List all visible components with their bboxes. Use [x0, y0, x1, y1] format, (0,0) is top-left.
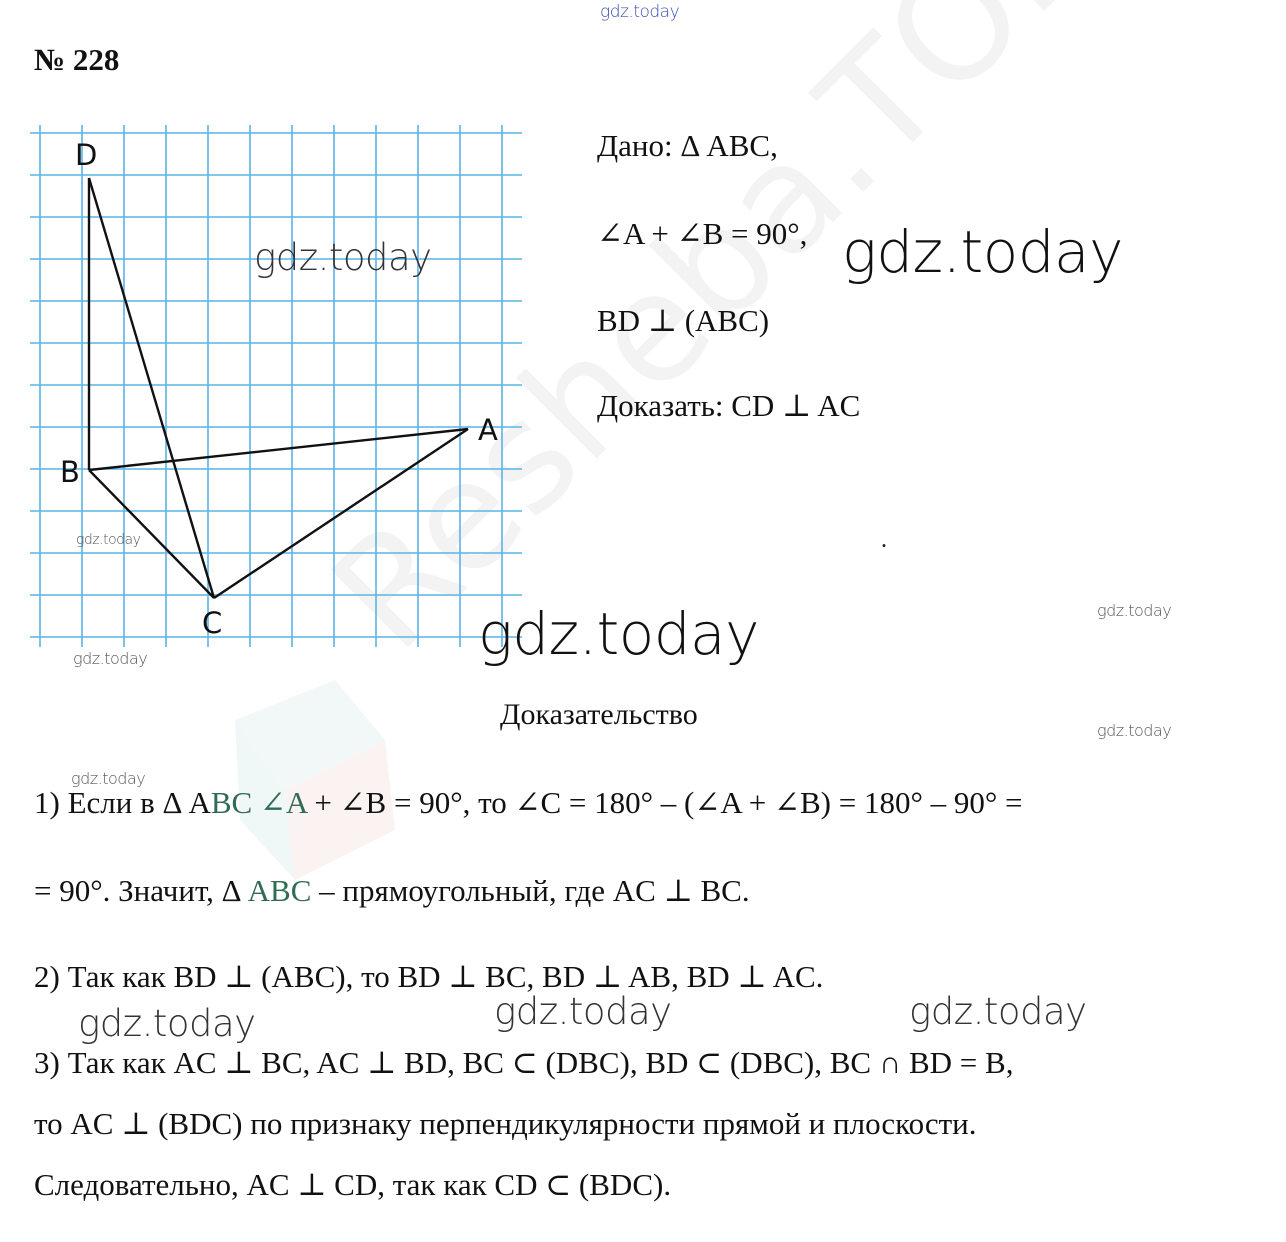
given-line-1: Дано: Δ ABC, [597, 128, 778, 163]
proof-line-2 [34, 873, 750, 909]
proof-line-6: Следовательно, AC ⊥ CD, так как CD ⊂ (BDC). [34, 1167, 672, 1202]
label-B: B [60, 455, 80, 489]
watermark-small-right-1: gdz.today [1097, 601, 1172, 620]
watermark-center: gdz.today [478, 600, 759, 668]
label-C: C [202, 606, 223, 640]
watermark-small-figure-2: gdz.today [73, 649, 148, 668]
watermark-small-right-2: gdz.today [1097, 721, 1172, 740]
stray-dot: . [881, 527, 887, 553]
proof-line-5: то AC ⊥ (BDC) по признаку перпендикулярности прямой и плоскости. [34, 1106, 977, 1141]
watermark-small-proof: gdz.today [71, 769, 146, 788]
grid [30, 125, 522, 647]
geometry-figure [30, 125, 530, 650]
given-line-3: BD ⊥ (ABC) [597, 303, 770, 338]
proof-line-1-part-c: + ∠B = 90°, то ∠C = 180° – (∠A + ∠B) = 180° – 90° = [306, 785, 1023, 820]
proof-line-2-part-a: = 90°. Значит, Δ [34, 873, 248, 908]
watermark-top: gdz.today [600, 2, 680, 22]
segment-CA [214, 429, 468, 598]
given-line-2: ∠A + ∠B = 90°, [597, 216, 808, 251]
watermark-figure: gdz.today [254, 236, 432, 279]
proof-line-1 [34, 785, 1022, 821]
proof-line-2-part-c: – прямоугольный, где AC ⊥ BC. [311, 873, 750, 908]
watermark-small-figure-1: gdz.today [76, 532, 141, 548]
segment-BA [89, 429, 468, 470]
watermark-mid-3: gdz.today [909, 990, 1087, 1033]
watermark-mid-2: gdz.today [494, 990, 672, 1033]
proof-line-1-part-a: 1) Если в Δ A [34, 785, 211, 820]
proof-line-2-part-b: ABC [247, 873, 312, 908]
problem-number: № 228 [34, 42, 120, 77]
watermark-mid-1: gdz.today [78, 1002, 256, 1045]
label-A: A [478, 413, 498, 447]
given-line-4: Доказать: CD ⊥ AC [597, 388, 861, 423]
watermark-given: gdz.today [842, 218, 1123, 286]
proof-line-1-part-b: BC ∠A [210, 785, 307, 820]
book-logo-icon [215, 680, 405, 880]
proof-title: Доказательство [500, 698, 698, 731]
label-D: D [75, 138, 98, 172]
proof-line-4: 3) Так как AC ⊥ BC, AC ⊥ BD, BC ⊂ (DBC), BD ⊂ (DBC), BC ∩ BD = B, [34, 1045, 1014, 1080]
proof-line-3: 2) Так как BD ⊥ (ABC), то BD ⊥ BC, BD ⊥ AB, BD ⊥ AC. [34, 959, 824, 994]
